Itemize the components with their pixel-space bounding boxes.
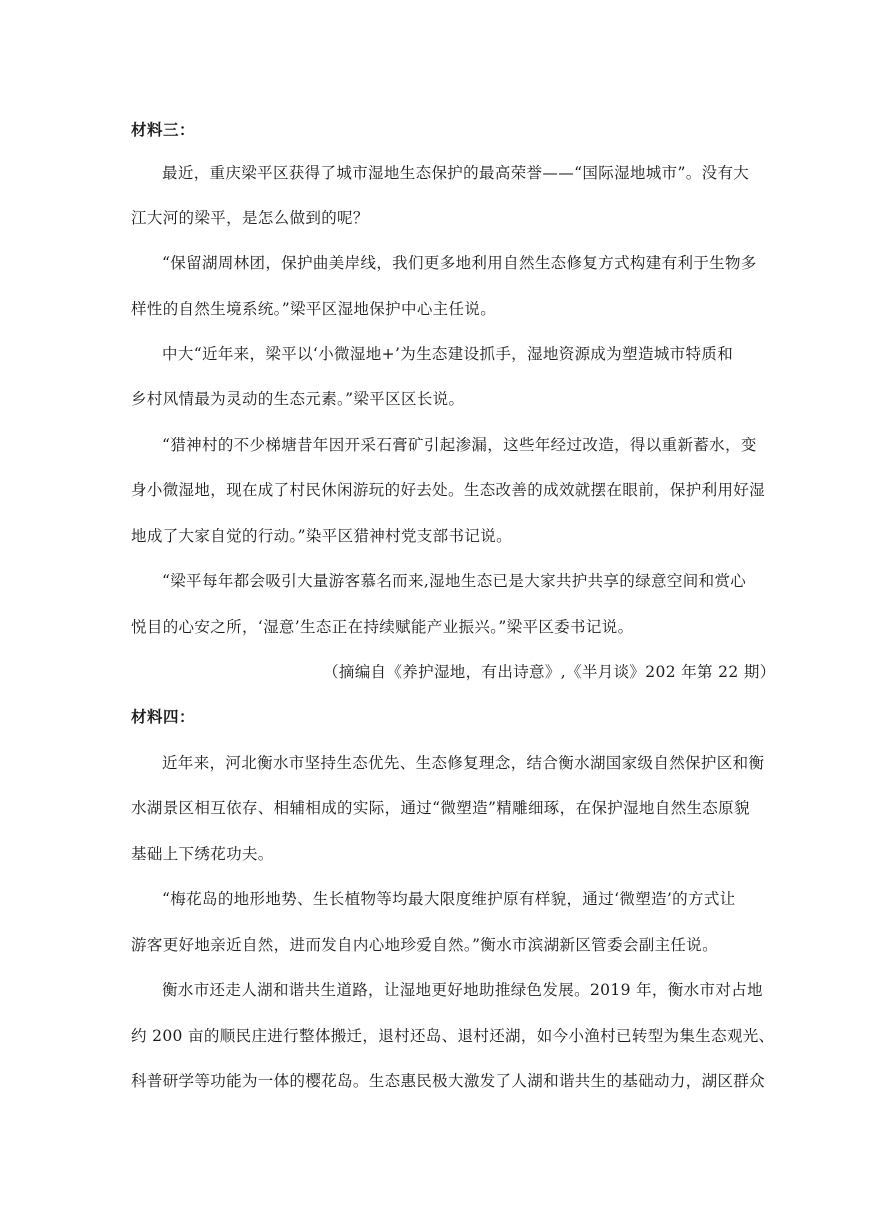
paragraph-line: 乡村风情最为灵动的生态元素。”梁平区区长说。 <box>131 390 465 408</box>
paragraph-line: 地成了大家自觉的行动。”染平区猎神村党支部书记说。 <box>131 527 512 545</box>
paragraph-line: 身小微湿地，现在成了村民休闲游玩的好去处。生态改善的成效就摆在眼前，保护利用好湿 <box>131 481 766 499</box>
material-4-heading: 材料四： <box>131 708 196 726</box>
paragraph-line: “猎神村的不少梯塘昔年因开采石膏矿引起渗漏，这些年经过改造，得以重新蓄水，变 <box>162 436 757 454</box>
paragraph-line: “梅花岛的地形地势、生长植物等均最大限度维护原有样貌，通过‘微塑造’的方式让 <box>162 890 736 908</box>
paragraph-line: 近年来，河北衡水市坚持生态优先、生态修复理念，结合衡水湖国家级自然保护区和衡 <box>162 754 765 772</box>
paragraph-line: 约 200 亩的顺民庄进行整体搬迁，退村还岛、退村还湖，如今小渔村已转型为集生态观光、 <box>131 1027 775 1045</box>
paragraph-line: “梁平每年都会吸引大量游客慕名而来,湿地生态已是大家共护共享的绿意空间和赏心 <box>162 572 747 590</box>
paragraph-line: 衡水市还走人湖和谐共生道路，让湿地更好地助推绿色发展。2019 年，衡水市对占地 <box>162 981 763 999</box>
paragraph-line: 中大“近年来，梁平以‘小微湿地+’为生态建设抓手，湿地资源成为塑造城市特质和 <box>162 345 734 363</box>
source-citation: （摘编自《养护湿地，有出诗意》,《半月谈》202 年第 22 期） <box>323 663 776 681</box>
paragraph-line: 最近，重庆梁平区获得了城市湿地生态保护的最高荣誉——“国际湿地城市”。没有大 <box>162 164 750 182</box>
paragraph-line: “保留湖周林团，保护曲美岸线，我们更多地利用自然生态修复方式构建有利于生物多 <box>162 254 757 272</box>
paragraph-line: 游客更好地亲近自然，进而发自内心地珍爱自然。”衡水市滨湖新区管委会副主任说。 <box>131 936 718 954</box>
paragraph-line: 江大河的梁平，是怎么做到的呢？ <box>131 209 369 227</box>
paragraph-line: 水湖景区相互依存、相辅相成的实际，通过“微塑造”精雕细琢，在保护湿地自然生态原貌 <box>131 799 750 817</box>
paragraph-line: 科普研学等功能为一体的樱花岛。生态惠民极大激发了人湖和谐共生的基础动力，湖区群众 <box>131 1072 766 1090</box>
material-3-heading: 材料三： <box>131 121 196 139</box>
paragraph-line: 悦目的心安之所，‘湿意’生态正在持续赋能产业振兴。”梁平区委书记说。 <box>131 618 634 636</box>
paragraph-line: 基础上下绣花功夫。 <box>131 845 274 863</box>
paragraph-line: 样性的自然生境系统。”梁平区湿地保护中心主任说。 <box>131 300 497 318</box>
